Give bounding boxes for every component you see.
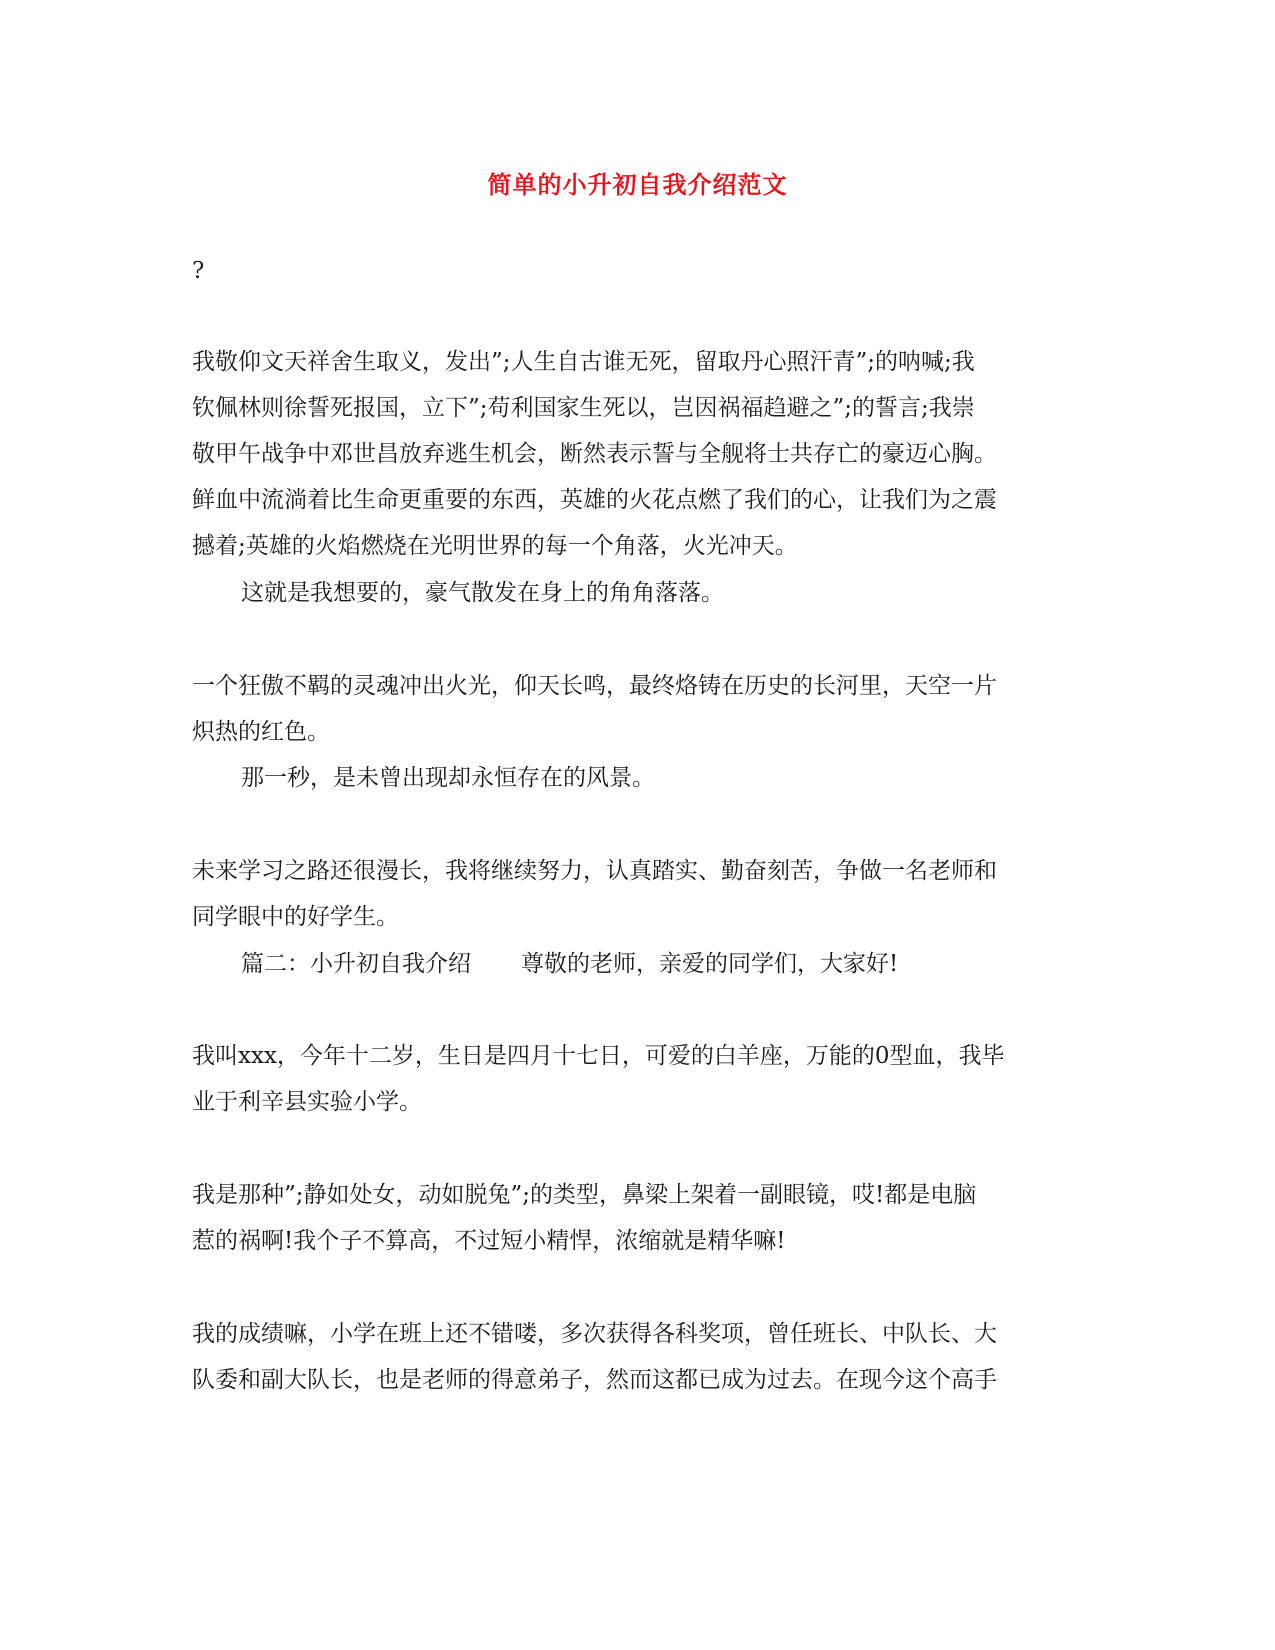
body-line: 钦佩林则徐誓死报国，立下”;苟利国家生死以，岂因祸福趋避之”;的誓言;我崇	[192, 395, 975, 421]
body-line: 一个狂傲不羁的灵魂冲出火光，仰天长鸣，最终烙铸在历史的长河里，天空一片	[192, 673, 997, 699]
body-line: 撼着;英雄的火焰燃烧在光明世界的每一个角落，火光冲天。	[192, 533, 798, 559]
body-line: 炽热的红色。	[192, 719, 330, 745]
body-line: 未来学习之路还很漫长，我将继续努力，认真踏实、勤奋刻苦，争做一名老师和	[192, 858, 997, 884]
body-line: 同学眼中的好学生。	[192, 904, 399, 930]
body-line: 我敬仰文天祥舍生取义，发出”;人生自古谁无死，留取丹心照汗青”;的呐喊;我	[192, 349, 975, 375]
body-line: 那一秒，是未曾出现却永恒存在的风景。	[241, 765, 655, 791]
body-line: 我是那种”;静如处女，动如脱兔”;的类型，鼻梁上架着一副眼镜，哎!都是电脑	[192, 1182, 977, 1208]
body-line: 敬甲午战争中邓世昌放弃逃生机会，断然表示誓与全舰将士共存亡的豪迈心胸。	[192, 441, 997, 467]
document-title: 简单的小升初自我介绍范文	[487, 170, 788, 199]
body-line: 我叫xxx，今年十二岁，生日是四月十七日，可爱的白羊座，万能的0型血，我毕	[192, 1043, 1005, 1069]
greeting: 尊敬的老师，亲爱的同学们，大家好!	[521, 951, 899, 977]
body-line: 这就是我想要的，豪气散发在身上的角角落落。	[241, 580, 724, 606]
body-line: 我的成绩嘛，小学在班上还不错喽，多次获得各科奖项，曾任班长、中队长、大	[192, 1321, 997, 1347]
body-line: 鲜血中流淌着比生命更重要的东西，英雄的火花点燃了我们的心，让我们为之震	[192, 487, 997, 513]
body-line: 惹的祸啊!我个子不算高，不过短小精悍，浓缩就是精华嘛!	[192, 1228, 786, 1254]
body-line: 队委和副大队长，也是老师的得意弟子，然而这都已成为过去。在现今这个高手	[192, 1367, 997, 1393]
body-line: 业于利辛县实验小学。	[192, 1089, 422, 1115]
section-heading-line	[241, 948, 898, 980]
section-heading: 篇二：小升初自我介绍	[241, 951, 471, 977]
question-mark: ?	[192, 258, 205, 284]
